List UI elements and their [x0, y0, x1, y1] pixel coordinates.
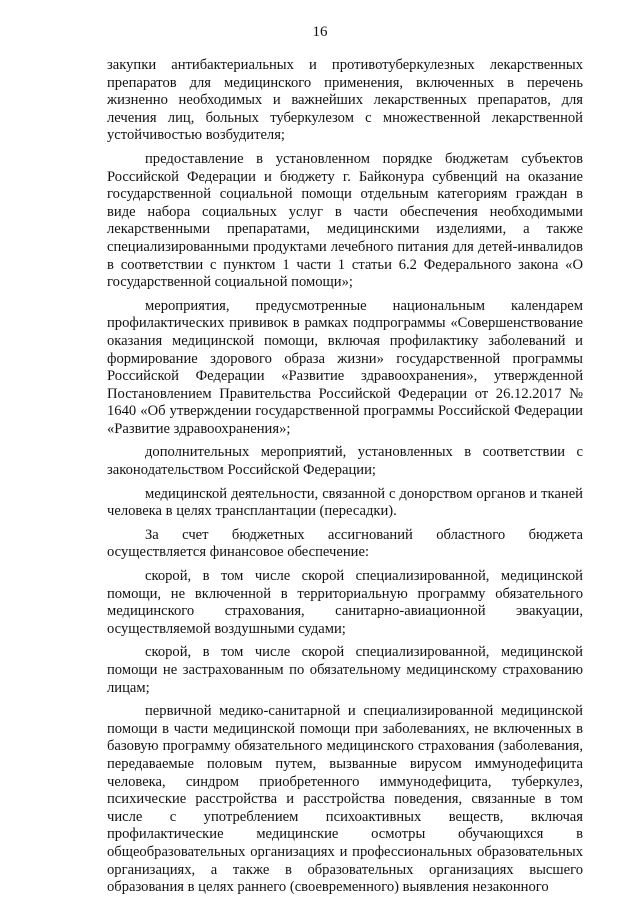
paragraph-4: дополнительных мероприятий, установленных в соответствии с законодательством Российской Федерации; [107, 444, 583, 479]
paragraph-1: закупки антибактериальных и противотуберкулезных лекарственных препаратов для медицинского применения, включенных в перечень жизненно необходимых и важнейших лекарственных препаратов, для лечения лиц, больных туберкулезом с множественной лекарственной устойчивостью возбудителя; [107, 57, 583, 144]
document-body [107, 57, 583, 903]
paragraph-5: медицинской деятельности, связанной с донорством органов и тканей человека в целях трансплантации (пересадки). [107, 485, 583, 520]
paragraph-9: первичной медико-санитарной и специализированной медицинской помощи в части медицинской помощи при заболеваниях, не включенных в базовую программу обязательного медицинского страхования (заболевания, передаваемые половым путем, вызванные вирусом иммунодефицита человека, синдром приобретенного иммунодефицита, туберкулез, психические расстройства и расстройства поведения, связанные в том числе с употреблением психоактивных веществ, включая профилактические медицинские осмотры обучающихся в общеобразовательных организациях и профессиональных образовательных организациях, а также в образовательных организациях высшего образования в целях раннего (своевременного) выявления незаконного [107, 703, 583, 896]
paragraph-2: предоставление в установленном порядке бюджетам субъектов Российской Федерации и бюджету г. Байконура субвенций на оказание государственной социальной помощи отдельным категориям граждан в виде набора социальных услуг в части обеспечения необходимыми лекарственными препаратами, медицинскими изделиями, а также специализированными продуктами лечебного питания для детей-инвалидов в соответствии с пунктом 1 части 1 статьи 6.2 Федерального закона «О государственной социальной помощи»; [107, 150, 583, 291]
page-number: 16 [312, 24, 328, 40]
paragraph-7: скорой, в том числе скорой специализированной, медицинской помощи, не включенной в территориальную программу обязательного медицинского страхования, санитарно-авиационной эвакуации, осуществляемой воздушными судами; [107, 568, 583, 637]
paragraph-8: скорой, в том числе скорой специализированной, медицинской помощи не застрахованным по обязательному медицинскому страхованию лицам; [107, 644, 583, 696]
paragraph-6: За счет бюджетных ассигнований областного бюджета осуществляется финансовое обеспечение: [107, 526, 583, 561]
paragraph-3: мероприятия, предусмотренные национальным календарем профилактических прививок в рамках подпрограммы «Совершенствование оказания медицинской помощи, включая профилактику заболеваний и формирование здорового образа жизни» государственной программы Российской Федерации «Развитие здравоохранения», утвержденной Постановлением Правительства Российской Федерации от 26.12.2017 № 1640 «Об утверждении государственной программы Российской Федерации «Развитие здравоохранения»; [107, 297, 583, 437]
